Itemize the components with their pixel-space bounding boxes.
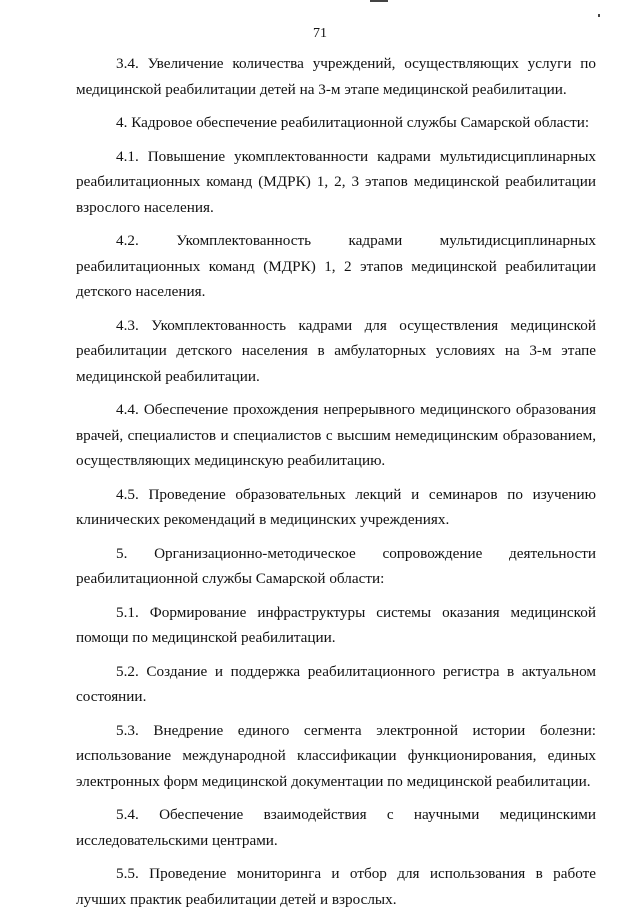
paragraph-4-1: 4.1. Повышение укомплектованности кадрами мультидисциплинарных реабилитационных команд (МДРК) 1, 2, 3 этапов медицинской реабилитации взрослого населения. (76, 147, 596, 216)
paragraph-4-3: 4.3. Укомплектованность кадрами для осуществления медицинской реабилитации детского населения в амбулаторных условиях на 3-м этапе медицинской реабилитации. (76, 316, 596, 385)
scan-artifact-top (370, 0, 388, 2)
page-number: 71 (313, 26, 327, 41)
paragraph-5-5: 5.5. Проведение мониторинга и отбор для использования в работе лучших практик реабилитации детей и взрослых. (76, 865, 596, 908)
paragraph-5-3: 5.3. Внедрение единого сегмента электронной истории болезни: использование международной классификации функционирования, единых электронных форм медицинской документации по медицинской реабилитации. (76, 721, 596, 790)
document-body (76, 51, 596, 920)
paragraph-5-4: 5.4. Обеспечение взаимодействия с научными медицинскими исследовательскими центрами. (76, 806, 596, 849)
paragraph-3-4: 3.4. Увеличение количества учреждений, осуществляющих услуги по медицинской реабилитации детей на 3-м этапе медицинской реабилитации. (76, 55, 596, 98)
paragraph-4-2: 4.2. Укомплектованность кадрами мультидисциплинарных реабилитационных команд (МДРК) 1, 2 этапов медицинской реабилитации детского населения. (76, 232, 596, 300)
scan-artifact-right (598, 14, 600, 17)
paragraph-4-heading: 4. Кадровое обеспечение реабилитационной службы Самарской области: (116, 114, 590, 131)
paragraph-4-4: 4.4. Обеспечение прохождения непрерывного медицинского образования врачей, специалистов и специалистов с высшим немедицинским образованием, осуществляющих медицинскую реабилитацию. (76, 401, 596, 469)
paragraph-5-2: 5.2. Создание и поддержка реабилитационного регистра в актуальном состоянии. (76, 662, 596, 705)
paragraph-5-1: 5.1. Формирование инфраструктуры системы оказания медицинской помощи по медицинской реабилитации. (76, 603, 596, 646)
paragraph-5-heading: 5. Организационно-методическое сопровождение деятельности реабилитационной службы Самарской области: (76, 544, 596, 587)
paragraph-4-5: 4.5. Проведение образовательных лекций и семинаров по изучению клинических рекомендаций в медицинских учреждениях. (76, 485, 596, 528)
